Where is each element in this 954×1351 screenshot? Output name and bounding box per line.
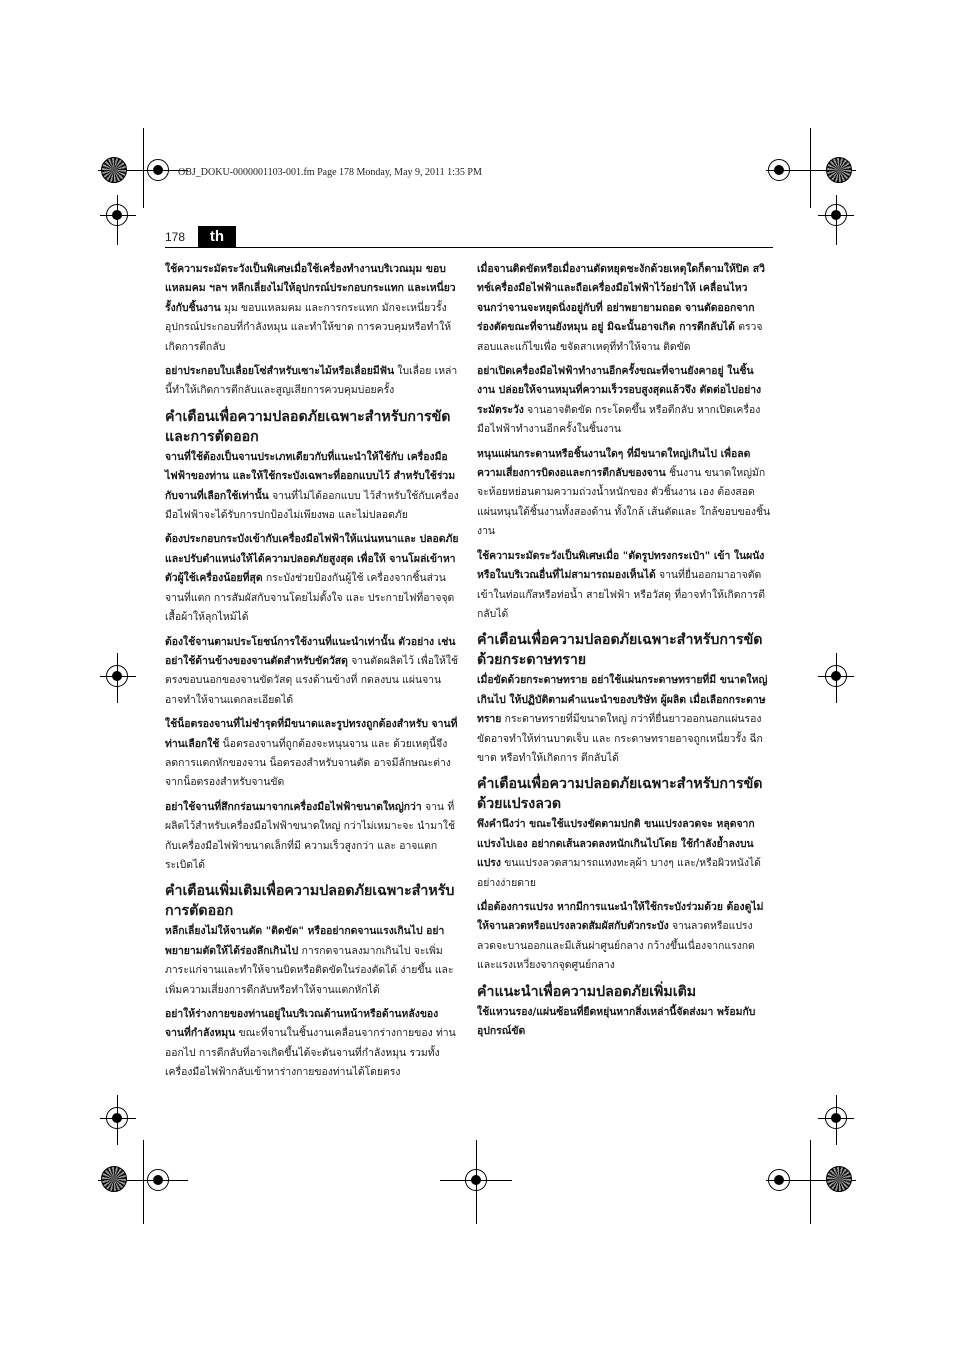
- paragraph-lead: ต้องประกอบกระบังเข้ากับเครื่องมือไฟฟ้าให้แน่นหนาและ ปลอดภัย และปรับตำแหน่งให้ได้ความปลอดภัยสูงสุด เพื่อให้ จานโผล่เข้าหาตัวผู้ใช้เครื่องน้อยที่สุด: [165, 533, 459, 585]
- registration-target-icon: [825, 665, 847, 687]
- page-number: 178: [165, 230, 186, 244]
- color-rosette-icon: [826, 157, 852, 183]
- crop-mark-vertical: [810, 1140, 811, 1224]
- language-tab: th: [198, 226, 236, 248]
- paragraph-body: น็อตรองจานที่ถูกต้องจะหนุนจาน และ ด้วยเหตุนี้จึงลดการแตกหักของจาน น็อตรองสำหรับจานตัด อาจมีลักษณะต่างจากน็อตรองสำหรับจานขัด: [165, 737, 451, 789]
- paragraph-body: ตรวจสอบและแก้ไขเพื่อ ขจัดสาเหตุที่ทำให้จาน ติดขัด: [477, 321, 763, 353]
- paragraph: [165, 633, 459, 711]
- paragraph-lead: หนุนแผ่นกระดานหรือชิ้นงานใดๆ ที่มีขนาดใหญ่เกินไป เพื่อลดความเสี่ยงการบิดงอและการตีกลับของจาน: [477, 447, 751, 480]
- paragraph: [165, 798, 459, 876]
- section-heading: คำเตือนเพื่อความปลอดภัยเฉพาะสำหรับการขัด และการตัดออก: [165, 408, 451, 445]
- paragraph-body: กระดาษทรายที่มีขนาดใหญ่ กว่าที่ยื่นยาวออกนอกแผ่นรองขัดอาจทำให้ท่านบาดเจ็บ และ กระดาษทรายอาจถูกเหนี่ยวรั้ง ฉีกขาด หรือทำให้เกิดการ ตีกลับได้: [477, 713, 763, 764]
- paragraph-lead: ต้องใช้จานตามประโยชน์การใช้งานที่แนะนำเท่านั้น ตัวอย่าง เช่น อย่าใช้ด้านข้างของจานตัดสำหรับขัดวัสดุ: [165, 635, 456, 667]
- paragraph-body: ใบเลื่อย เหล่านี้ทำให้เกิดการตีกลับและสูญเสียการควบคุมบ่อยครั้ง: [165, 365, 458, 397]
- paragraph-body: ขณะที่จานในชิ้นงานเคลื่อนจากร่างกายของ ท่านออกไป การตีกลับที่อาจเกิดขึ้นได้จะดันจานที่กำลังหมุน รวมทั้งเครื่องมือไฟฟ้ากลับเข้าหาร่างกายของท่านได้โดยตรง: [165, 1027, 456, 1079]
- color-rosette-icon: [101, 1166, 127, 1192]
- crop-mark-vertical: [810, 128, 811, 208]
- paragraph-lead: พึงคำนึงว่า ขณะใช้แปรงขัดตามปกติ ขนแปรงลวดจะ หลุดจากแปรงไปเอง อย่ากดเส้นลวดลงหนักเกินไปโดย ใช้กำลังย้ำลงบนแปรง: [477, 818, 755, 870]
- header-rule: [165, 247, 773, 248]
- paragraph: [477, 445, 771, 542]
- registration-target-icon: [106, 1107, 128, 1129]
- paragraph-lead: อย่าใช้จานที่สึกกร่อนมาจากเครื่องมือไฟฟ้าขนาดใหญ่กว่า: [165, 800, 422, 813]
- paragraph-lead: ใช้ความระมัดระวังเป็นพิเศษเมื่อใช้เครื่องทำงานบริเวณมุม ขอบแหลมคม ฯลฯ หลีกเลี่ยงไม่ให้อุปกรณ์ประกอบกระแทก และเหนี่ยวรั้งกับชิ้นงาน: [165, 263, 456, 314]
- registration-target-icon: [825, 1107, 847, 1129]
- paragraph-lead: อย่าให้ร่างกายของท่านอยู่ในบริเวณด้านหน้าหรือด้านหลังของ จานที่กำลังหมุน: [165, 1008, 439, 1040]
- paragraph-lead: หลีกเลี่ยงไม่ให้จานตัด "ติดขัด" หรืออย่ากดจานแรงเกินไป อย่าพยายามตัดให้ได้ร่องลึกเกินไป: [165, 925, 445, 957]
- paragraph: [477, 260, 771, 357]
- registration-target-icon: [768, 1169, 790, 1191]
- paragraph-lead: เมื่อขัดด้วยกระดาษทราย อย่าใช้แผ่นกระดาษทรายที่มี ขนาดใหญ่เกินไป ให้ปฏิบัติตามคำแนะนำของบริษัท ผู้ผลิต เมื่อเลือกกระดาษทราย: [477, 674, 768, 726]
- paragraph-lead: จานที่ใช้ต้องเป็นจานประเภทเดียวกับที่แนะนำให้ใช้กับ เครื่องมือไฟฟ้าของท่าน และให้ใช้กระบังเฉพาะที่ออกแบบไว้ สำหรับใช้ร่วมกับจานที่เลือกใช้เท่านั้น: [165, 450, 456, 502]
- left-column: [165, 260, 459, 1088]
- section-heading: คำเตือนเพื่อความปลอดภัยเฉพาะสำหรับการขัด ด้วยแปรงลวด: [477, 776, 763, 813]
- paragraph: [477, 547, 771, 625]
- paragraph-lead: อย่าประกอบใบเลื่อยโซ่สำหรับเซาะไม้หรือเลื่อยมีฟัน: [165, 365, 395, 378]
- paragraph: [165, 715, 459, 793]
- paragraph: [477, 898, 771, 976]
- paragraph: [165, 260, 459, 357]
- paragraph: [165, 1005, 459, 1083]
- paragraph-body: กระบังช่วยป้องกันผู้ใช้ เครื่องจากชิ้นส่วนจานที่แตก การสัมผัสกับจานโดยไม่ตั้งใจ และ ประกายไฟที่อาจจุดเสื้อผ้าให้ลุกไหม้ได้: [165, 572, 455, 624]
- paragraph: [477, 1003, 771, 1042]
- paragraph: [165, 922, 459, 1000]
- registration-target-icon: [825, 204, 847, 226]
- color-rosette-icon: [826, 1166, 852, 1192]
- print-slug: OBJ_DOKU-0000001103-001.fm Page 178 Monday, May 9, 2011 1:35 PM: [178, 167, 482, 178]
- paragraph-body: จานลวดหรือแปรงลวดจะบานออกและมีเส้นผ่าศูนย์กลาง กว้างขึ้นเนื่องจากแรงกดและแรงเหวี่ยงจากจุดศูนย์กลาง: [477, 920, 755, 972]
- paragraph: [165, 362, 459, 401]
- section-heading: คำเตือนเพื่อความปลอดภัยเฉพาะสำหรับการขัด ด้วยกระดาษทราย: [477, 632, 763, 669]
- paragraph-body: จานอาจติดขัด กระโดดขึ้น หรือตีกลับ หากเปิดเครื่องมือไฟฟ้าทำงานอีกครั้งในชิ้นงาน: [477, 403, 761, 436]
- registration-target-icon: [768, 159, 790, 181]
- paragraph: [477, 362, 771, 440]
- paragraph: [165, 448, 459, 526]
- paragraph-body: จานที่ยื่นออกมาอาจตัดเข้าในท่อแก๊สหรือท่อน้ำ สายไฟฟ้า หรือวัสดุ ที่อาจทำให้เกิดการตีกลับได้: [477, 569, 765, 620]
- paragraph-lead: เมื่อต้องการแปรง หากมีการแนะนำให้ใช้กระบังร่วมด้วย ต้องดูไม่ให้จานลวดหรือแปรงลวดสัมผัสกับตัวกระบัง: [477, 900, 764, 933]
- paragraph-body: จานที่ไม่ได้ออกแบบ ไว้สำหรับใช้กับเครื่องมือไฟฟ้าจะได้รับการปกป้องไม่เพียงพอ และไม่ปลอดภัย: [165, 489, 459, 522]
- paragraph-body: ชิ้นงาน ขนาดใหญ่มักจะห้อยหย่อนตามความถ่วงน้ำหนักของ ตัวชิ้นงาน เอง ต้องสอดแผ่นหนุนใต้ชิ้นงานทั้งสองด้าน ทั้งใกล้ เส้นตัดและ ใกล้ขอบของชิ้นงาน: [477, 467, 771, 538]
- registration-target-icon: [106, 665, 128, 687]
- paragraph-lead: ใช้น็อตรองจานที่ไม่ชำรุดที่มีขนาดและรูปทรงถูกต้องสำหรับ จานที่ท่านเลือกใช้: [165, 718, 458, 750]
- registration-target-icon: [465, 1169, 487, 1191]
- paragraph-body: การกดจานลงมากเกินไป จะเพิ่มภาระแก่จานและทำให้จานบิดหรือติดขัดในร่องตัดได้ ง่ายขึ้น และเพิ่มความเสี่ยงการตีกลับหรือทำให้จานแตกหักได้: [165, 944, 454, 996]
- paragraph-body: มุม ขอบแหลมคม และการกระแทก มักจะเหนี่ยวรั้งอุปกรณ์ประกอบที่กำลังหมุน และทำให้ขาด การควบคุมหรือทำให้เกิดการตีกลับ: [165, 301, 452, 353]
- color-rosette-icon: [101, 157, 127, 183]
- registration-target-icon: [147, 159, 169, 181]
- paragraph-body: จาน ที่ผลิตไว้สำหรับเครื่องมือไฟฟ้าขนาดใหญ่ กว่าไม่เหมาะจะ นำมาใช้กับเครื่องมือไฟฟ้าขนาดเล็กที่มี ความเร็วสูงกว่า และ อาจแตกระเบิดได้: [165, 800, 456, 871]
- paragraph-lead: ใช้แหวนรอง/แผ่นซ้อนที่ยืดหยุ่นหากสิ่งเหล่านี้จัดส่งมา พร้อมกับอุปกรณ์ขัด: [477, 1005, 756, 1037]
- crop-mark-vertical: [143, 1140, 144, 1224]
- crop-mark-vertical: [143, 128, 144, 208]
- paragraph-body: ขนแปรงลวดสามารถแทงทะลุผ้า บางๆ และ/หรือผิวหนังได้อย่างง่ายดาย: [477, 857, 761, 889]
- paragraph: [165, 530, 459, 627]
- paragraph-lead: ใช้ความระมัดระวังเป็นพิเศษเมื่อ "ตัดรูปทรงกระเป๋า" เข้า ในผนังหรือในบริเวณอื่นที่ไม่สามารถมองเห็นได้: [477, 549, 765, 582]
- paragraph-body: จานตัดผลิตไว้ เพื่อให้ใช้ตรงขอบนอกของจานขัดวัสดุ แรงด้านข้างที่ กดลงบน แผ่นจานอาจทำให้จานแตกละเอียดได้: [165, 654, 458, 706]
- registration-target-icon: [106, 204, 128, 226]
- right-column: [477, 260, 771, 1046]
- paragraph: [477, 671, 771, 768]
- registration-target-icon: [147, 1169, 169, 1191]
- paragraph-lead: เมื่อจานติดขัดหรือเมื่องานตัดหยุดชะงักด้วยเหตุใดก็ตามให้ปิด สวิทช์เครื่องมือไฟฟ้าและถือเครื่องมือไฟฟ้าไว้อย่าให้ เคลื่อนไหวจนกว่าจานจะหยุดนิ่งอยู่กับที่ อย่าพยายามถอด จานตัดออกจากร่องตัดขณะที่จานยังหมุน อยู่ มิฉะนั้นอาจเกิด การตีกลับได้: [477, 263, 765, 334]
- paragraph: [477, 815, 771, 893]
- section-heading: คำเตือนเพิ่มเติมเพื่อความปลอดภัยเฉพาะสำหรับ การตัดออก: [165, 883, 455, 920]
- paragraph-lead: อย่าเปิดเครื่องมือไฟฟ้าทำงานอีกครั้งขณะที่จานยังคาอยู่ ในชิ้นงาน ปล่อยให้จานหมุนที่ความเร็วรอบสูงสุดแล้วจึง ตัดต่อไปอย่างระมัดระวัง: [477, 365, 762, 416]
- section-heading: คำแนะนำเพื่อความปลอดภัยเพิ่มเติม: [477, 983, 697, 1000]
